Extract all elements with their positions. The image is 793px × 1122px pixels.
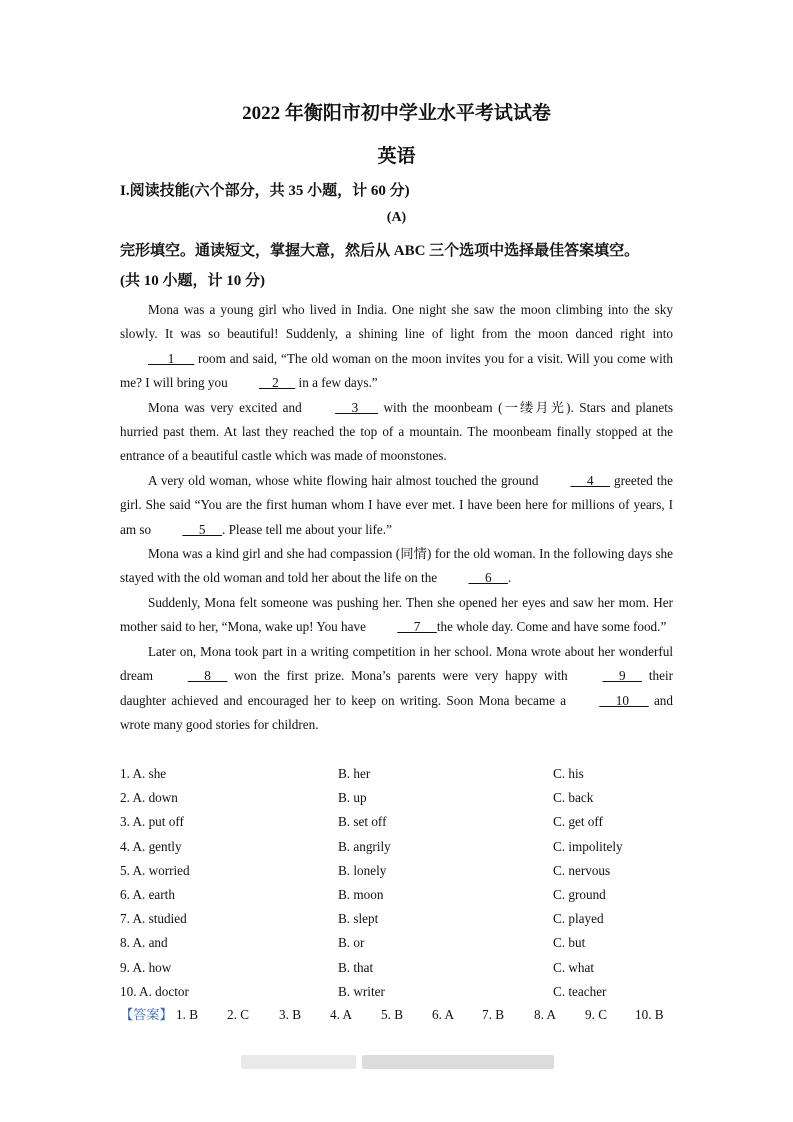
text: Mona was a kind girl and she had compassion (同情) for the old woman. In the following days she stayed with the old woman and told her about the life on the	[120, 546, 673, 586]
option-row	[120, 980, 680, 1004]
option-b: B. up	[338, 790, 367, 806]
answer-item: 5. B	[381, 1007, 403, 1022]
option-c: C. his	[553, 766, 584, 781]
answer-item: 3. B	[279, 1007, 301, 1022]
option-b: B. set off	[338, 814, 387, 830]
option-a: 9. A. how	[120, 959, 172, 975]
text: their daughter achieved and encouraged her to keep on writing. Soon Mona became a	[120, 668, 674, 708]
option-row	[120, 883, 680, 907]
option-c: C. get off	[553, 814, 603, 830]
text: Mona was a young girl who lived in India. One night she saw the moon climbing into the sky slowly. It was so beautiful! Suddenly, a shining line of light from the moon danced right into	[120, 302, 673, 342]
text: and wrote many good stories for children.	[120, 692, 673, 732]
text: greeted the girl. She said “You are the first human whom I have ever met. I have been here for millions of years, I am so	[120, 472, 673, 537]
option-c: C. back	[553, 790, 594, 806]
text: with the moonbeam (一缕月光). Stars and planets hurried past them. At last they reached the top of a mountain. The moonbeam finally stopped at the entrance of a beautiful castle which was made of moonstones.	[120, 399, 673, 464]
option-b: B. or	[338, 935, 365, 951]
blank-8: 8	[187, 668, 228, 684]
blank-7: 7	[397, 619, 437, 635]
blurred-watermark	[362, 1055, 554, 1069]
option-c: C. teacher	[553, 983, 607, 999]
blank-3: 3	[335, 399, 379, 415]
answer-item: 4. A	[330, 1007, 352, 1022]
answer-item: 8. A	[534, 1007, 556, 1022]
exam-title: 2022 年衡阳市初中学业水平考试试卷	[242, 103, 551, 124]
option-b: B. lonely	[338, 862, 387, 878]
option-a: 1. A. she	[120, 766, 167, 781]
option-a: 5. A. worried	[120, 862, 190, 878]
option-c: C. ground	[553, 886, 606, 902]
text: Suddenly, Mona felt someone was pushing her. Then she opened her eyes and saw her mom. Her mother said to her, “Mona, wake up! You have	[120, 594, 673, 635]
section-heading: I.阅读技能(六个部分，共 35 小题，计 60 分)	[120, 183, 410, 199]
paragraph-6	[120, 640, 673, 738]
answer-item: 6. A	[432, 1007, 454, 1022]
option-c: C. played	[553, 911, 604, 927]
subject-title: 英语	[377, 146, 416, 167]
option-row	[120, 956, 680, 980]
text: . Please tell me about your life.”	[222, 521, 392, 537]
text: the whole day. Come and have some food.”	[436, 619, 667, 635]
option-a: 6. A. earth	[120, 886, 175, 902]
answer-item: 7. B	[482, 1007, 504, 1022]
text: .	[508, 570, 512, 586]
options-list	[120, 762, 680, 1004]
option-a: 4. A. gently	[120, 838, 182, 854]
option-c: C. but	[553, 935, 586, 951]
option-a: 10. A. doctor	[120, 983, 189, 999]
option-b: B. moon	[338, 886, 384, 902]
text: Mona was very excited and	[148, 399, 308, 415]
instruction-line-2: (共 10 小题，计 10 分)	[120, 273, 265, 289]
option-c: C. impolitely	[553, 838, 623, 854]
option-row	[120, 835, 680, 859]
instruction-line-1: 完形填空。通读短文，掌握大意，然后从 ABC 三个选项中选择最佳答案填空。	[120, 243, 640, 259]
paragraph-2	[120, 396, 673, 469]
blank-4: 4	[570, 472, 611, 488]
paragraph-4	[120, 542, 673, 591]
option-row	[120, 786, 680, 810]
option-b: B. that	[338, 959, 374, 975]
blank-9: 9	[602, 668, 643, 684]
blank-10: 10	[599, 692, 649, 708]
text: room and said, “The old woman on the moon invites you for a visit. Will you come with me? I will bring you	[120, 350, 673, 391]
option-a: 3. A. put off	[120, 814, 184, 830]
blank-2: 2	[258, 375, 296, 391]
answer-item: 1. B	[176, 1007, 198, 1022]
option-a: 7. A. studied	[120, 911, 187, 927]
text: A very old woman, whose white flowing hair almost touched the ground	[148, 472, 543, 488]
blank-6: 6	[468, 570, 509, 586]
blank-5: 5	[182, 521, 222, 537]
option-a: 8. A. and	[120, 935, 168, 951]
text: in a few days.”	[295, 375, 378, 391]
option-b: B. her	[338, 766, 371, 781]
option-row	[120, 907, 680, 931]
paragraph-5	[120, 591, 673, 640]
part-label: (A)	[386, 210, 407, 225]
option-row	[120, 859, 680, 883]
answer-item: 9. C	[585, 1007, 607, 1022]
option-row	[120, 762, 680, 786]
text: won the first prize. Mona’s parents were very happy with	[227, 668, 575, 684]
answer-label: 【答案】	[120, 1007, 173, 1022]
text: Later on, Mona took part in a writing competition in her school. Mona wrote about her wonderful dream	[120, 643, 673, 684]
option-row	[120, 931, 680, 955]
cloze-passage	[120, 298, 673, 737]
paragraph-1	[120, 298, 673, 396]
blank-1: 1	[148, 350, 195, 366]
option-b: B. slept	[338, 911, 379, 927]
option-c: C. nervous	[553, 862, 611, 878]
paragraph-3	[120, 469, 673, 542]
option-c: C. what	[553, 959, 595, 975]
blurred-watermark	[241, 1055, 356, 1069]
option-row	[120, 810, 680, 834]
option-a: 2. A. down	[120, 790, 178, 806]
answer-item: 2. C	[227, 1007, 249, 1022]
option-b: B. writer	[338, 983, 385, 999]
answer-item: 10. B	[635, 1007, 664, 1022]
option-b: B. angrily	[338, 838, 391, 854]
